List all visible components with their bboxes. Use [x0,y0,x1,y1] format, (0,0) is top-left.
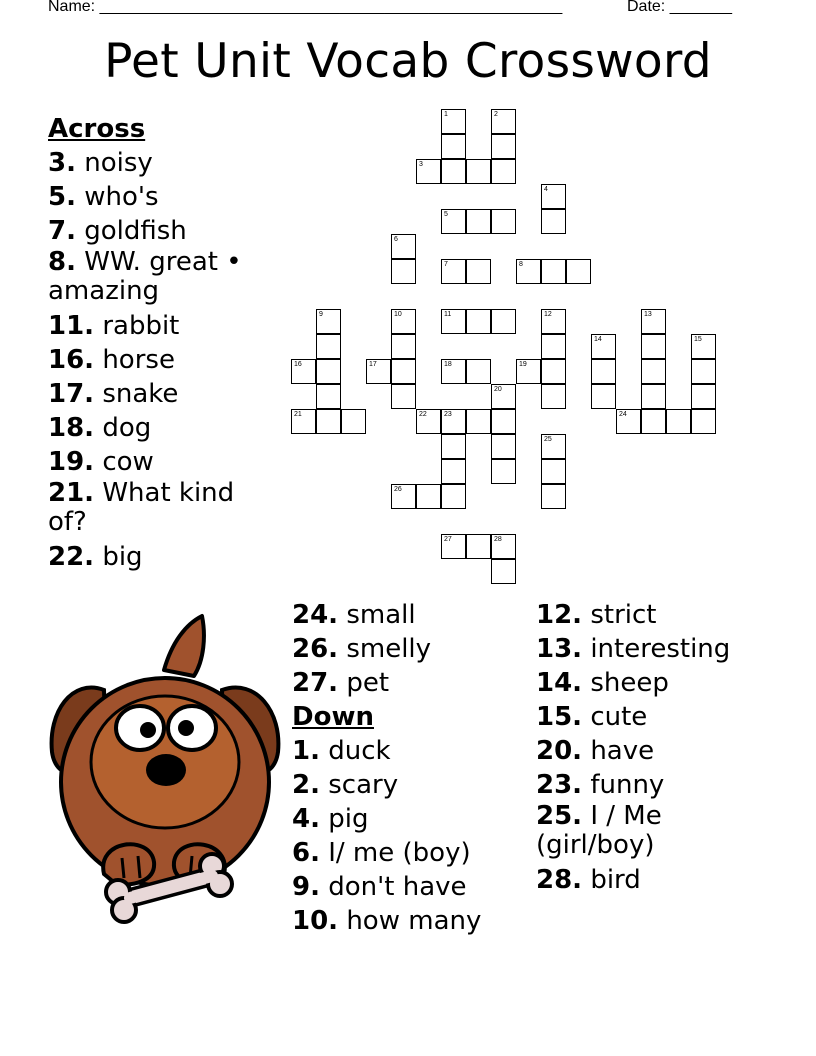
clue-number: 26. [292,634,339,664]
clue-text: smelly [346,634,432,664]
grid-cell[interactable] [291,359,316,384]
grid-cell[interactable] [641,334,666,359]
grid-cell[interactable] [541,209,566,234]
grid-cell[interactable] [491,409,516,434]
clue-text: rabbit [102,311,180,341]
clue-number: 13. [536,634,583,664]
clue-number: 10. [292,906,339,936]
down-clue [536,700,786,734]
clue-number: 22. [48,542,95,572]
grid-cell[interactable] [691,409,716,434]
clue-text: snake [102,379,179,409]
clue-text: duck [328,736,391,766]
grid-cell[interactable] [316,334,341,359]
grid-cell[interactable] [441,209,466,234]
clue-number: 14. [536,668,583,698]
across-heading: Across [48,114,146,144]
cell-number: 3 [419,161,423,168]
grid-cell[interactable] [491,159,516,184]
dog-right-pupil [178,720,194,736]
cell-number: 15 [694,336,702,343]
cell-number: 12 [544,311,552,318]
across-clue [292,598,532,632]
across-clue [48,146,260,180]
grid-cell[interactable] [441,134,466,159]
dog-left-eye [116,706,164,750]
down-clue [292,870,532,904]
cell-number: 13 [644,311,652,318]
grid-cell[interactable] [441,434,466,459]
cell-number: 7 [444,261,448,268]
clue-text: don't have [328,872,467,902]
grid-cell[interactable] [541,259,566,284]
grid-cell[interactable] [641,359,666,384]
down-clue [292,802,532,836]
clue-text: I / Me (girl/boy) [536,801,662,860]
grid-cell[interactable] [316,309,341,334]
cell-number: 2 [494,111,498,118]
clue-number: 28. [536,865,583,895]
across-clue [48,540,260,574]
cell-number: 6 [394,236,398,243]
grid-cell[interactable] [491,309,516,334]
cell-number: 25 [544,436,552,443]
grid-cell[interactable] [491,534,516,559]
down-clue [292,768,532,802]
grid-cell[interactable] [366,359,391,384]
clue-number: 20. [536,736,583,766]
clue-text: how many [346,906,482,936]
clue-number: 15. [536,702,583,732]
down-clue [536,863,786,897]
down-clue [292,734,532,768]
grid-cell[interactable] [491,434,516,459]
grid-cell[interactable] [291,409,316,434]
grid-cell[interactable] [391,234,416,259]
grid-cell[interactable] [516,359,541,384]
grid-cell[interactable] [391,309,416,334]
page-title: Pet Unit Vocab Crossword [104,34,712,89]
grid-cell[interactable] [416,484,441,509]
down-clue [536,802,786,863]
down-clue [536,632,786,666]
cell-number: 5 [444,211,448,218]
clue-text: scary [328,770,399,800]
grid-cell[interactable] [316,409,341,434]
clue-text: bird [590,865,641,895]
grid-cell[interactable] [541,434,566,459]
grid-cell[interactable] [491,109,516,134]
clue-number: 4. [292,804,320,834]
down-clue [536,666,786,700]
clue-number: 25. [536,801,583,831]
down-heading: Down [292,702,374,732]
clue-number: 6. [292,838,320,868]
grid-cell[interactable] [441,484,466,509]
clue-number: 27. [292,668,339,698]
grid-cell[interactable] [491,559,516,584]
across-clue [48,248,260,309]
clue-text: interesting [590,634,731,664]
grid-cell[interactable] [691,359,716,384]
grid-cell[interactable] [391,384,416,409]
grid-cell[interactable] [416,159,441,184]
grid-cell[interactable] [441,159,466,184]
clue-number: 9. [292,872,320,902]
dog-left-paw [103,844,154,884]
across-clue [292,666,532,700]
grid-cell[interactable] [541,334,566,359]
across-clue [48,214,260,248]
grid-cell[interactable] [591,359,616,384]
grid-cell[interactable] [391,334,416,359]
grid-cell[interactable] [466,159,491,184]
clue-text: strict [590,600,657,630]
cell-number: 24 [619,411,627,418]
clue-text: What kind of? [48,478,235,537]
across-clue [48,309,260,343]
grid-cell[interactable] [691,384,716,409]
clue-text: I/ me (boy) [328,838,471,868]
across-clue [48,479,260,540]
across-clues [48,112,260,574]
cell-number: 8 [519,261,523,268]
clue-text: dog [102,413,152,443]
grid-cell[interactable] [466,359,491,384]
down-clue [536,768,786,802]
clue-number: 17. [48,379,95,409]
grid-cell[interactable] [641,309,666,334]
clue-number: 21. [48,478,95,508]
grid-cell[interactable] [466,259,491,284]
grid-cell[interactable] [466,309,491,334]
grid-cell[interactable] [441,359,466,384]
cell-number: 26 [394,486,402,493]
clue-number: 19. [48,447,95,477]
grid-cell[interactable] [491,384,516,409]
grid-cell[interactable] [541,309,566,334]
dog-tail [164,616,204,676]
grid-cell[interactable] [541,359,566,384]
grid-cell[interactable] [566,259,591,284]
clue-text: small [346,600,416,630]
clue-number: 11. [48,311,95,341]
clue-text: WW. great • amazing [48,247,242,306]
clue-text: horse [102,345,175,375]
across-clue [48,343,260,377]
dog-illustration [44,612,286,932]
name-field[interactable]: Name: ____________________________________________________ [48,0,563,15]
grid-cell[interactable] [341,409,366,434]
down-clue [292,904,532,938]
clue-text: goldfish [84,216,187,246]
clue-text: who's [84,182,159,212]
clue-number: 12. [536,600,583,630]
clue-number: 1. [292,736,320,766]
grid-cell[interactable] [666,409,691,434]
cell-number: 16 [294,361,302,368]
cell-number: 19 [519,361,527,368]
grid-cell[interactable] [591,384,616,409]
clue-number: 3. [48,148,76,178]
grid-cell[interactable] [466,209,491,234]
grid-cell[interactable] [391,484,416,509]
clue-text: pig [328,804,369,834]
cell-number: 10 [394,311,402,318]
clue-text: big [102,542,143,572]
clue-number: 23. [536,770,583,800]
cell-number: 4 [544,186,548,193]
grid-cell[interactable] [441,459,466,484]
grid-cell[interactable] [616,409,641,434]
grid-cell[interactable] [541,459,566,484]
grid-cell[interactable] [316,384,341,409]
clue-number: 24. [292,600,339,630]
grid-cell[interactable] [466,534,491,559]
clue-text: have [590,736,655,766]
date-field[interactable]: Date: _______ [627,0,732,15]
grid-cell[interactable] [441,309,466,334]
grid-cell[interactable] [491,459,516,484]
clue-text: cow [102,447,154,477]
cell-number: 20 [494,386,502,393]
cell-number: 9 [319,311,323,318]
grid-cell[interactable] [541,184,566,209]
down-clue [292,836,532,870]
clue-number: 18. [48,413,95,443]
cell-number: 21 [294,411,302,418]
grid-cell[interactable] [541,484,566,509]
grid-cell[interactable] [491,209,516,234]
cell-number: 27 [444,536,452,543]
grid-cell[interactable] [591,334,616,359]
dog-left-pupil [140,722,156,738]
grid-cell[interactable] [691,334,716,359]
clue-text: sheep [590,668,669,698]
clues-column-middle [292,598,532,938]
clue-number: 16. [48,345,95,375]
cell-number: 22 [419,411,427,418]
across-clue [48,411,260,445]
across-clue [292,632,532,666]
grid-cell[interactable] [316,359,341,384]
grid-cell[interactable] [466,409,491,434]
dog-nose [146,754,186,786]
across-clue [48,445,260,479]
down-clue [536,734,786,768]
cell-number: 28 [494,536,502,543]
clue-number: 5. [48,182,76,212]
grid-cell[interactable] [441,109,466,134]
grid-cell[interactable] [391,259,416,284]
grid-cell[interactable] [516,259,541,284]
grid-cell[interactable] [441,259,466,284]
clue-text: funny [590,770,665,800]
across-clue [48,377,260,411]
clues-column-right [536,598,786,897]
grid-cell[interactable] [641,384,666,409]
cell-number: 14 [594,336,602,343]
grid-cell[interactable] [416,409,441,434]
grid-cell[interactable] [391,359,416,384]
cell-number: 23 [444,411,452,418]
clue-text: pet [346,668,390,698]
across-clue [48,180,260,214]
clue-number: 2. [292,770,320,800]
grid-cell[interactable] [541,384,566,409]
clue-number: 7. [48,216,76,246]
grid-cell[interactable] [491,134,516,159]
cell-number: 17 [369,361,377,368]
down-clue [536,598,786,632]
cell-number: 1 [444,111,448,118]
grid-cell[interactable] [441,534,466,559]
clue-text: noisy [84,148,153,178]
cell-number: 18 [444,361,452,368]
cell-number: 11 [444,311,452,318]
clue-number: 8. [48,247,76,277]
clue-text: cute [590,702,648,732]
grid-cell[interactable] [441,409,466,434]
grid-cell[interactable] [641,409,666,434]
